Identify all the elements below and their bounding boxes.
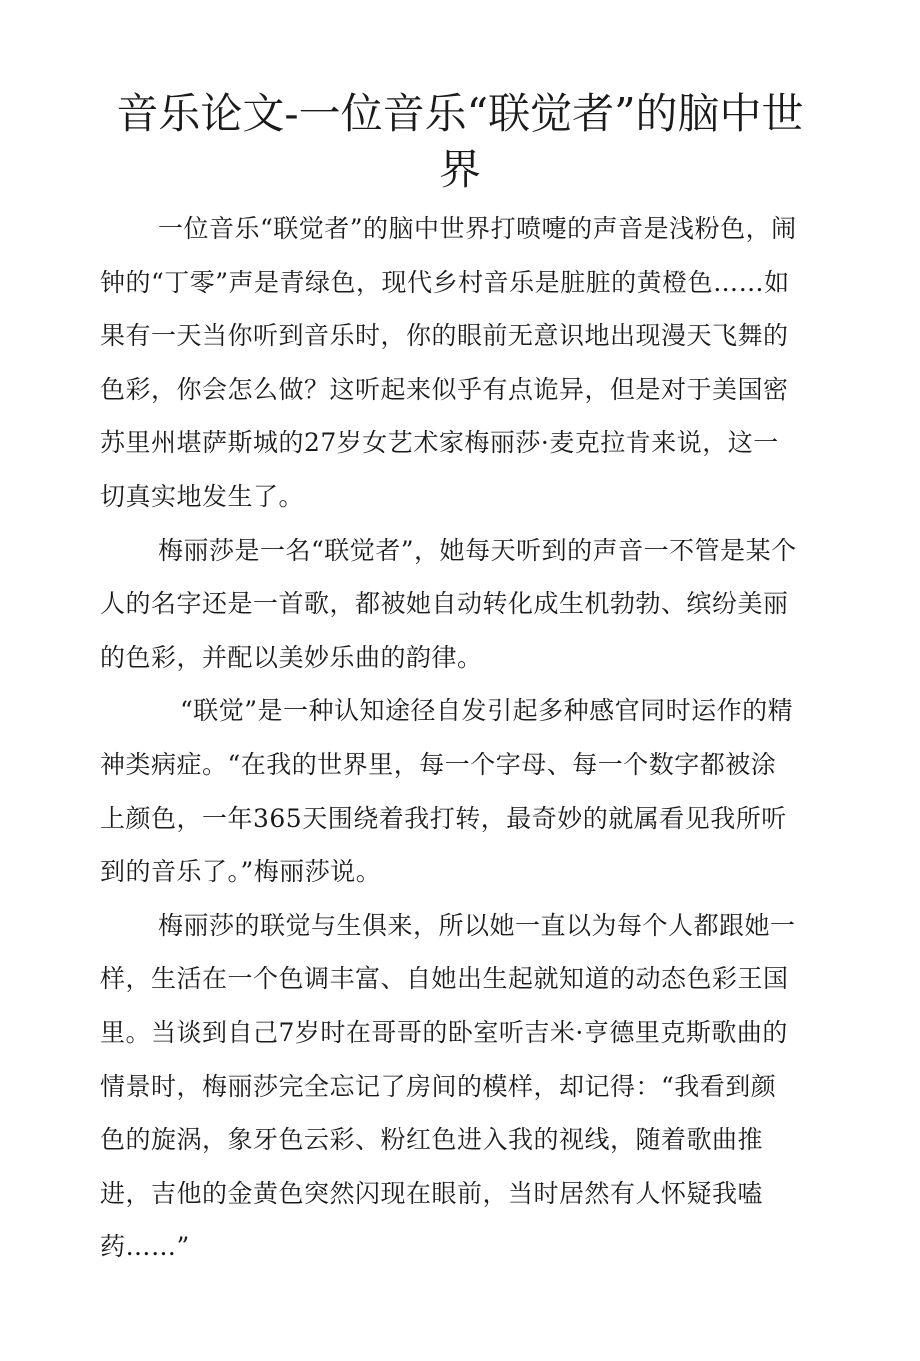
paragraph-4: 梅丽莎的联觉与生俱来，所以她一直以为每个人都跟她一样，生活在一个色调丰富、自她出生起就知道的动态色彩王国里。当谈到自己7岁时在哥哥的卧室听吉米·亨德里克斯歌曲的情景时，梅丽莎完全忘记了房间的模样，却记得：“我看到颜色的旋涡，象牙色云彩、粉红色进入我的视线，随着歌曲推进，吉他的金黄色突然闪现在眼前，当时居然有人怀疑我嗑药……” [100, 910, 796, 1262]
paragraph-3: “联觉”是一种认知途径自发引起多种感官同时运作的精神类病症。“在我的世界里，每一个字母、每一个数字都被涂上颜色，一年365天围绕着我打转，最奇妙的就属看见我所听到的音乐了。”梅丽莎说。 [100, 696, 794, 887]
paragraph-1: 一位音乐“联觉者”的脑中世界打喷嚏的声音是浅粉色，闹钟的“丁零”声是青绿色，现代乡村音乐是脏脏的黄橙色……如果有一天当你听到音乐时，你的眼前无意识地出现漫天飞舞的色彩，你会怎么做？这听起来似乎有点诡异，但是对于美国密苏里州堪萨斯城的27岁女艺术家梅丽莎·麦克拉肯来说，这一切真实地发生了。 [100, 214, 797, 511]
paragraph-2: 梅丽莎是一名“联觉者”，她每天听到的声音一不管是某个人的名字还是一首歌，都被她自动转化成生机勃勃、缤纷美丽的色彩，并配以美妙乐曲的韵律。 [100, 535, 797, 672]
document-body [100, 202, 800, 1274]
document-title: 音乐论文-一位音乐“联觉者”的脑中世界 [116, 89, 804, 194]
